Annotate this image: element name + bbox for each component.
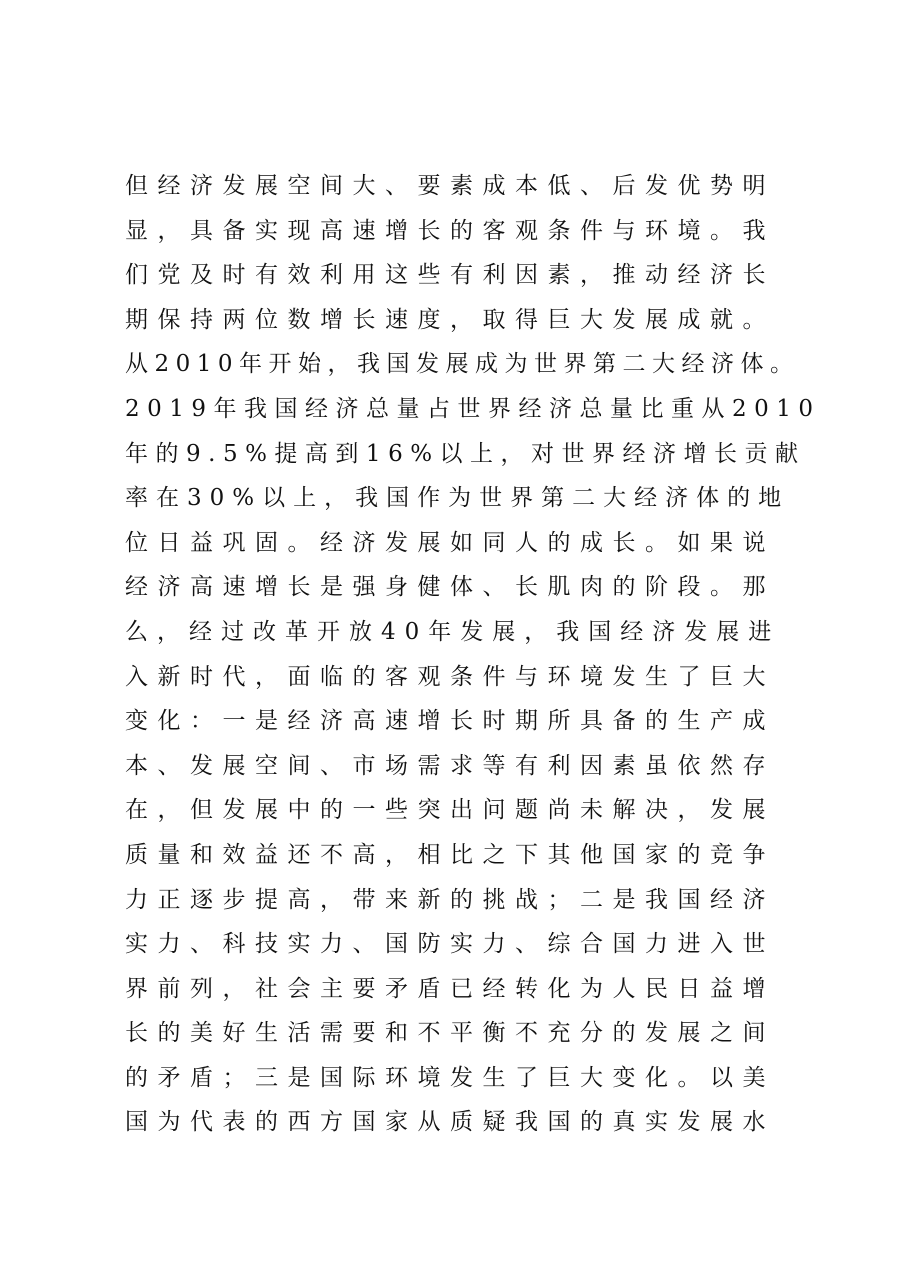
text-line: 入新时代，面临的客观条件与环境发生了巨大 bbox=[125, 663, 775, 690]
text-line: 率在30%以上，我国作为世界第二大经济体的地 bbox=[125, 485, 790, 512]
text-line: 长的美好生活需要和不平衡不充分的发展之间 bbox=[125, 1020, 775, 1047]
text-line: 实力、科技实力、国防实力、综合国力进入世 bbox=[125, 931, 775, 958]
text-line: 位日益巩固。经济发展如同人的成长。如果说 bbox=[125, 529, 775, 556]
body-text bbox=[125, 164, 825, 1145]
text-line: 质量和效益还不高，相比之下其他国家的竞争 bbox=[125, 841, 775, 868]
text-line: 么，经过改革开放40年发展，我国经济发展进 bbox=[125, 618, 781, 645]
text-line: 变化：一是经济高速增长时期所具备的生产成 bbox=[125, 708, 775, 735]
text-line: 从2010年开始，我国发展成为世界第二大经济体。 bbox=[125, 351, 800, 378]
text-line: 在，但发展中的一些突出问题尚未解决，发展 bbox=[125, 797, 775, 824]
text-line: 显，具备实现高速增长的客观条件与环境。我 bbox=[125, 217, 775, 244]
text-line: 2019年我国经济总量占世界经济总量比重从2010 bbox=[125, 395, 821, 422]
text-line: 但经济发展空间大、要素成本低、后发优势明 bbox=[125, 173, 775, 199]
text-line: 年的9.5%提高到16%以上，对世界经济增长贡献 bbox=[125, 440, 806, 467]
text-line: 本、发展空间、市场需求等有利因素虽依然存 bbox=[125, 752, 775, 779]
text-line: 力正逐步提高，带来新的挑战；二是我国经济 bbox=[125, 886, 775, 913]
text-line: 的矛盾；三是国际环境发生了巨大变化。以美 bbox=[125, 1064, 775, 1091]
text-line: 界前列，社会主要矛盾已经转化为人民日益增 bbox=[125, 975, 775, 1002]
text-line: 国为代表的西方国家从质疑我国的真实发展水 bbox=[125, 1109, 775, 1136]
text-line: 经济高速增长是强身健体、长肌肉的阶段。那 bbox=[125, 574, 775, 601]
text-line: 期保持两位数增长速度，取得巨大发展成就。 bbox=[125, 306, 775, 333]
text-line: 们党及时有效利用这些有利因素，推动经济长 bbox=[125, 262, 775, 289]
